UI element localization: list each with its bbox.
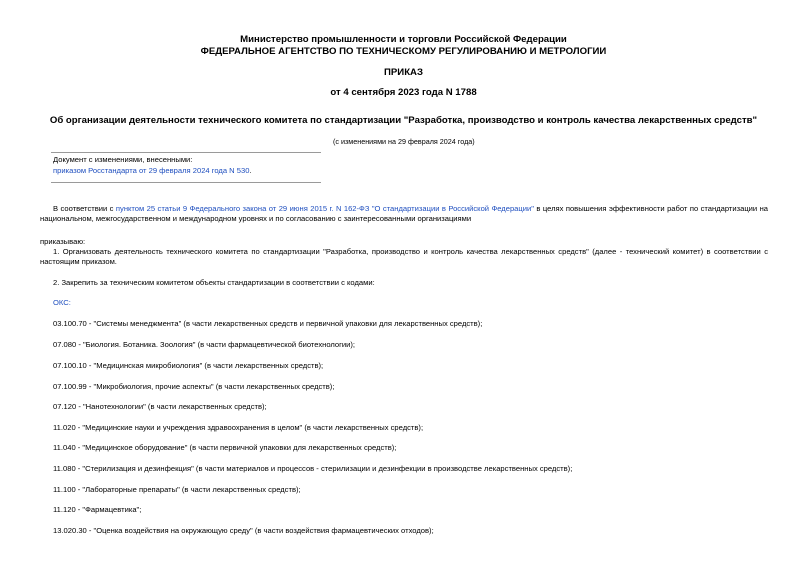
doc-type: ПРИКАЗ (384, 67, 423, 78)
list-item: 07.100.10 - "Медицинская микробиология" (в части лекарственных средств); (53, 361, 324, 370)
list-item: 03.100.70 - "Системы менеджмента" (в части лекарственных средств и первичной упаковки для лекарственных средств); (53, 319, 483, 328)
changes-top-divider (51, 152, 321, 153)
page-title: Об организации деятельности технического комитета по стандартизации "Разработка, производство и контроль качества лекарственных средств" (49, 115, 758, 126)
list-item: 11.040 - "Медицинское оборудование" (в части первичной упаковки для лекарственных средств); (53, 443, 397, 452)
changes-line (53, 166, 252, 176)
preamble (40, 204, 768, 224)
revision-note: (с изменениями на 29 февраля 2024 года) (333, 137, 475, 146)
item-1: 1. Организовать деятельность технического комитета по стандартизации "Разработка, производство и контроль качества лекарственных средств" (далее - технический комитет) в соответствии с настоящим приказом. (40, 247, 768, 266)
item-2: 2. Закрепить за техническим комитетом объекты стандартизации в соответствии с кодами: (53, 278, 375, 287)
date-number: от 4 сентября 2023 года N 1788 (330, 87, 477, 98)
changes-bottom-divider (51, 182, 321, 183)
preamble-suffix: в целях повышения эффективности работ по стандартизации на национальном, межгосударственном и международном уровнях и по согласованию с заинтересованными организациями (40, 204, 769, 223)
list-item: 07.100.99 - "Микробиология, прочие аспекты" (в части лекарственных средств); (53, 382, 335, 391)
list-item: 11.100 - "Лабораторные препараты" (в части лекарственных средств); (53, 485, 301, 494)
list-item: 11.080 - "Стерилизация и дезинфекция" (в части материалов и процессов - стерилизации и дезинфекции в производстве лекарственных средств); (53, 464, 573, 473)
order-word: приказываю: (40, 237, 86, 246)
ministry-name: Министерство промышленности и торговли Российской Федерации (240, 34, 567, 45)
oks-label-link[interactable]: ОКС: (53, 298, 71, 307)
law-link[interactable]: пунктом 25 статьи 9 Федерального закона от 29 июня 2015 г. N 162-ФЗ "О стандартизации в Российской Федерации" (115, 204, 534, 213)
changes-label: Документ с изменениями, внесенными: (53, 155, 193, 164)
list-item: 13.020.30 - "Оценка воздействия на окружающую среду" (в части воздействия фармацевтических отходов); (53, 526, 434, 535)
amendment-link-suffix: . (249, 166, 252, 175)
amendment-link[interactable]: приказом Росстандарта от 29 февраля 2024 года N 530 (53, 166, 250, 175)
list-item: 07.120 - "Нанотехнологии" (в части лекарственных средств); (53, 402, 267, 411)
agency-name: ФЕДЕРАЛЬНОЕ АГЕНТСТВО ПО ТЕХНИЧЕСКОМУ РЕГУЛИРОВАНИЮ И МЕТРОЛОГИИ (200, 46, 607, 57)
preamble-prefix: В соответствии с (53, 204, 116, 213)
list-item: 11.020 - "Медицинские науки и учреждения здравоохранения в целом" (в части лекарственных средств); (53, 423, 424, 432)
list-item: 11.120 - "Фармацевтика"; (53, 505, 142, 514)
list-item: 07.080 - "Биология. Ботаника. Зоология" (в части фармацевтической биотехнологии); (53, 340, 356, 349)
